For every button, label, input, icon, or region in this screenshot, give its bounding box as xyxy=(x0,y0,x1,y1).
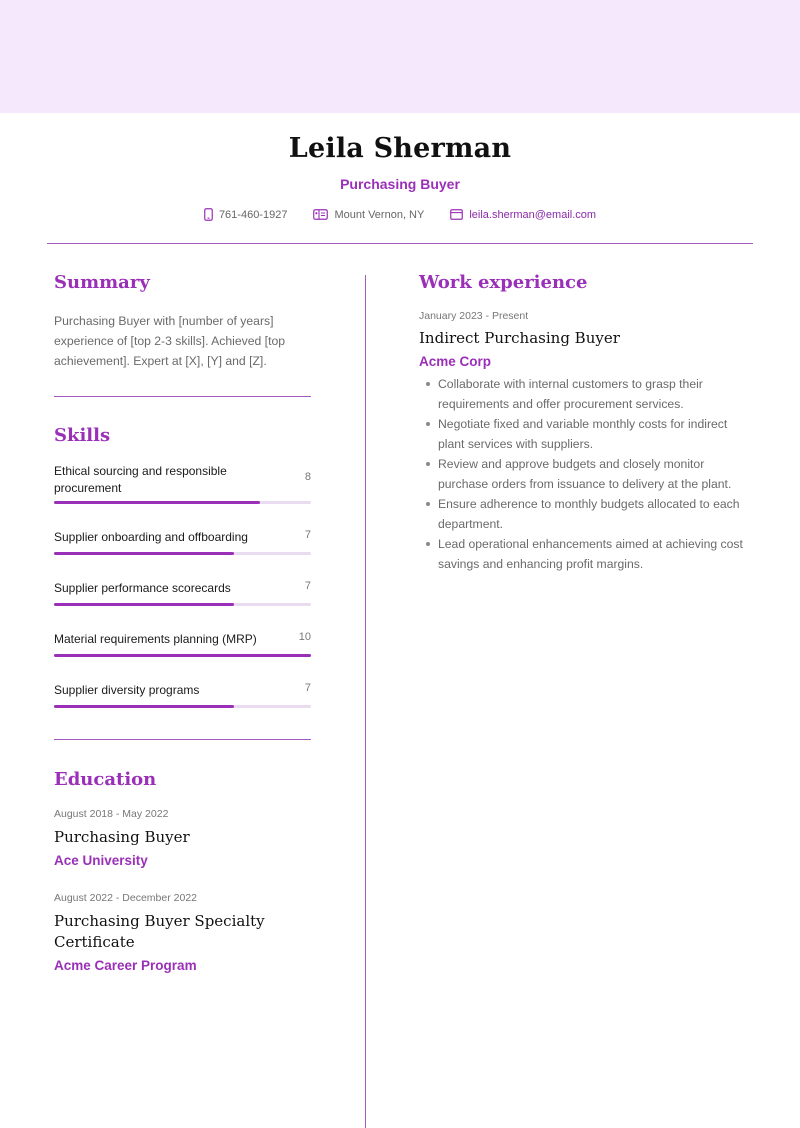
header-divider xyxy=(47,243,753,244)
skill-bar-fill xyxy=(54,603,234,606)
left-column xyxy=(54,272,311,973)
education-dates: August 2018 - May 2022 xyxy=(54,808,169,820)
work-bullet: Collaborate with internal customers to grasp their requirements and offer procurement services. xyxy=(438,374,749,414)
skill-item xyxy=(54,529,311,546)
education-degree: Purchasing Buyer Specialty Certificate xyxy=(54,912,265,951)
contact-location xyxy=(313,208,424,221)
education-entry xyxy=(54,808,311,868)
skill-item xyxy=(54,682,311,699)
work-entry xyxy=(419,310,749,574)
skill-score: 7 xyxy=(304,682,311,694)
skill-score: 10 xyxy=(298,631,311,643)
skill-name: Material requirements planning (MRP) xyxy=(54,632,257,646)
summary-text: Purchasing Buyer with [number of years] experience of [top 2-3 skills]. Achieved [top achievement]. Expert at [X], [Y] and [Z]. xyxy=(54,314,286,368)
skill-bar xyxy=(54,603,311,606)
phone-number: 761-460-1927 xyxy=(218,208,288,221)
skill-item xyxy=(54,580,311,597)
contact-bar xyxy=(0,208,800,221)
contact-email[interactable] xyxy=(450,208,596,221)
skill-score: 7 xyxy=(304,580,311,592)
skills-heading: Skills xyxy=(54,425,111,446)
candidate-name: Leila Sherman xyxy=(288,133,512,164)
skill-name: Ethical sourcing and responsible procurement xyxy=(54,464,227,495)
skill-name: Supplier performance scorecards xyxy=(54,581,231,595)
work-dates: January 2023 - Present xyxy=(419,310,529,322)
summary-divider xyxy=(54,396,311,397)
right-column xyxy=(419,272,749,574)
summary-heading: Summary xyxy=(54,272,150,293)
education-entry xyxy=(54,892,311,973)
work-bullet: Lead operational enhancements aimed at achieving cost savings and enhancing profit margins. xyxy=(438,534,749,574)
column-divider xyxy=(365,275,366,1128)
skill-bar xyxy=(54,654,311,657)
skill-score: 8 xyxy=(304,471,311,483)
work-bullet: Negotiate fixed and variable monthly costs for indirect plant services with suppliers. xyxy=(438,414,749,454)
contact-phone xyxy=(204,208,288,221)
skill-item xyxy=(54,463,311,497)
location-icon xyxy=(313,209,328,220)
location-text: Mount Vernon, NY xyxy=(334,208,425,221)
skills-list xyxy=(54,463,311,708)
work-bullet: Review and approve budgets and closely monitor purchase orders from issuance to delivery at the plant. xyxy=(438,454,749,494)
phone-icon xyxy=(204,208,213,221)
education-degree: Purchasing Buyer xyxy=(54,828,190,846)
education-school: Ace University xyxy=(54,853,148,868)
skill-item xyxy=(54,631,311,648)
skill-score: 7 xyxy=(304,529,311,541)
top-banner xyxy=(0,0,800,113)
email-link[interactable]: leila.sherman@email.com xyxy=(469,208,597,221)
work-bullets xyxy=(419,374,749,574)
skill-bar xyxy=(54,501,311,504)
email-icon xyxy=(450,209,463,220)
education-dates: August 2022 - December 2022 xyxy=(54,892,198,904)
skill-bar-fill xyxy=(54,552,234,555)
education-school: Acme Career Program xyxy=(54,958,197,973)
skill-bar-fill xyxy=(54,654,311,657)
skill-name: Supplier diversity programs xyxy=(54,683,200,697)
work-role: Indirect Purchasing Buyer xyxy=(419,329,620,347)
skill-bar xyxy=(54,552,311,555)
skill-bar xyxy=(54,705,311,708)
skills-divider xyxy=(54,739,311,740)
candidate-title: Purchasing Buyer xyxy=(340,176,460,192)
work-heading: Work experience xyxy=(419,272,588,293)
skill-name: Supplier onboarding and offboarding xyxy=(54,530,248,544)
skill-bar-fill xyxy=(54,501,260,504)
work-bullet: Ensure adherence to monthly budgets allocated to each department. xyxy=(438,494,749,534)
work-company: Acme Corp xyxy=(419,354,492,369)
education-heading: Education xyxy=(54,769,157,790)
skill-bar-fill xyxy=(54,705,234,708)
